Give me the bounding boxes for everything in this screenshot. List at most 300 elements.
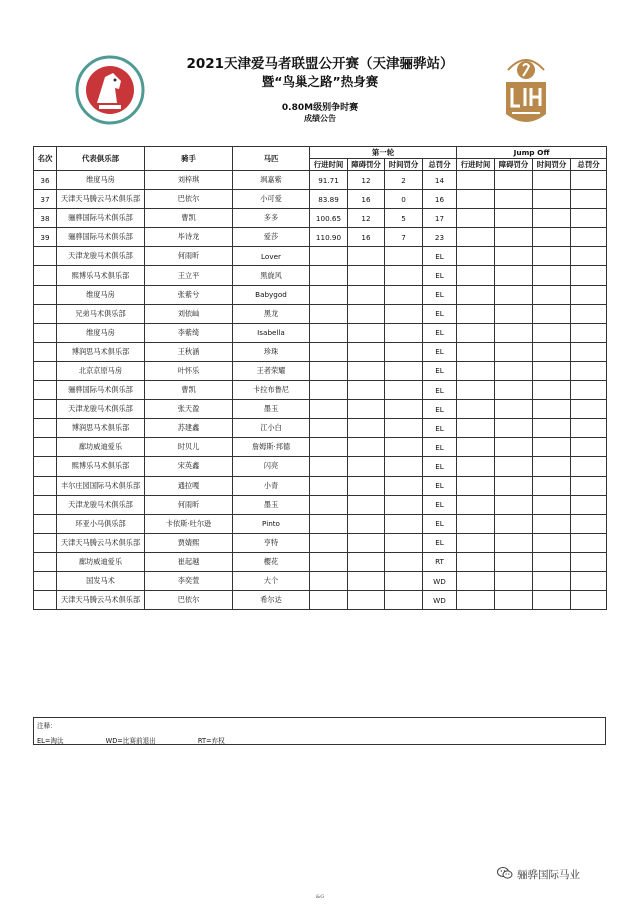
cell-time-penalty: [385, 285, 423, 304]
cell-time: [310, 285, 348, 304]
header-round1: 第一轮: [310, 147, 457, 159]
cell-horse: 闪亮: [233, 457, 310, 476]
cell-jumpoff-empty: [495, 457, 533, 476]
event-name: 0.80M级别争时赛: [281, 103, 359, 113]
cell-jumpoff-empty: [533, 171, 571, 190]
cell-time: [310, 400, 348, 419]
cell-rider: 刘梓琪: [145, 171, 233, 190]
notes-label: 注释：: [37, 722, 57, 730]
cell-club: 天津天马腾云马术俱乐部: [57, 533, 145, 552]
cell-obstacle: [348, 323, 385, 342]
cell-club: 天津龙骏马术俱乐部: [57, 495, 145, 514]
cell-jumpoff-empty: [457, 228, 495, 247]
page-subtitle: 暨“鸟巢之路”热身赛: [261, 74, 379, 89]
cell-time: [310, 514, 348, 533]
cell-total: WD: [423, 591, 457, 610]
cell-total: EL: [423, 400, 457, 419]
results-table: [33, 146, 607, 610]
cell-rider: 叶怀乐: [145, 361, 233, 380]
cell-horse: 墨玉: [233, 495, 310, 514]
cell-jumpoff-empty: [571, 476, 607, 495]
cell-jumpoff-empty: [495, 285, 533, 304]
cell-jumpoff-empty: [457, 533, 495, 552]
table-row: [34, 247, 607, 266]
legend-el: EL=淘汰: [37, 737, 64, 745]
cell-rider: 宋英鑫: [145, 457, 233, 476]
cell-time-penalty: [385, 381, 423, 400]
cell-jumpoff-empty: [533, 285, 571, 304]
cell-rider: 巴依尔: [145, 591, 233, 610]
cell-jumpoff-empty: [457, 495, 495, 514]
cell-club: 骊骅国际马术俱乐部: [57, 381, 145, 400]
cell-time: [310, 266, 348, 285]
cell-jumpoff-empty: [571, 438, 607, 457]
cell-jumpoff-empty: [495, 591, 533, 610]
cell-obstacle: [348, 342, 385, 361]
cell-horse: 多多: [233, 209, 310, 228]
header-jo-time: 行进时间: [457, 159, 495, 171]
header-rider: 骑手: [145, 147, 233, 171]
legend-wd: WD=比赛前退出: [105, 737, 156, 745]
cell-jumpoff-empty: [533, 361, 571, 380]
cell-jumpoff-empty: [495, 342, 533, 361]
cell-rank: [34, 571, 57, 590]
table-row: [34, 361, 607, 380]
cell-rider: 毕诗龙: [145, 228, 233, 247]
cell-rider: 贾婧熙: [145, 533, 233, 552]
cell-jumpoff-empty: [533, 209, 571, 228]
cell-jumpoff-empty: [571, 419, 607, 438]
cell-jumpoff-empty: [571, 266, 607, 285]
table-row: [34, 457, 607, 476]
cell-horse: 希尔达: [233, 591, 310, 610]
cell-total: EL: [423, 342, 457, 361]
cell-jumpoff-empty: [457, 514, 495, 533]
table-row: [34, 285, 607, 304]
cell-obstacle: 16: [348, 190, 385, 209]
cell-time-penalty: [385, 438, 423, 457]
cell-club: 维度马房: [57, 285, 145, 304]
cell-rank: 39: [34, 228, 57, 247]
cell-jumpoff-empty: [457, 247, 495, 266]
header-club: 代表俱乐部: [57, 147, 145, 171]
cell-horse: 大个: [233, 571, 310, 590]
cell-jumpoff-empty: [457, 323, 495, 342]
cell-jumpoff-empty: [495, 381, 533, 400]
cell-jumpoff-empty: [457, 266, 495, 285]
header-jo-time-penalty: 时间罚分: [533, 159, 571, 171]
cell-jumpoff-empty: [571, 400, 607, 419]
notes-box: [33, 717, 606, 745]
cell-obstacle: [348, 247, 385, 266]
cell-rank: 38: [34, 209, 57, 228]
cell-obstacle: [348, 571, 385, 590]
cell-total: WD: [423, 571, 457, 590]
cell-jumpoff-empty: [495, 171, 533, 190]
table-row: [34, 495, 607, 514]
cell-rank: [34, 514, 57, 533]
table-row: [34, 476, 607, 495]
cell-time: 100.65: [310, 209, 348, 228]
cell-rank: [34, 476, 57, 495]
cell-horse: 王者荣耀: [233, 361, 310, 380]
cell-horse: 亨特: [233, 533, 310, 552]
cell-rider: 苏建鑫: [145, 419, 233, 438]
cell-horse: 小青: [233, 476, 310, 495]
cell-total: EL: [423, 438, 457, 457]
cell-horse: 小可爱: [233, 190, 310, 209]
cell-horse: Pinto: [233, 514, 310, 533]
cell-jumpoff-empty: [495, 228, 533, 247]
announcement-label: 成绩公告: [304, 114, 336, 123]
cell-total: EL: [423, 419, 457, 438]
cell-jumpoff-empty: [457, 400, 495, 419]
table-row: [34, 419, 607, 438]
cell-club: 天津龙骏马术俱乐部: [57, 247, 145, 266]
cell-jumpoff-empty: [571, 228, 607, 247]
cell-obstacle: [348, 438, 385, 457]
cell-jumpoff-empty: [571, 209, 607, 228]
cell-time: 110.90: [310, 228, 348, 247]
cell-jumpoff-empty: [495, 247, 533, 266]
cell-jumpoff-empty: [533, 457, 571, 476]
wechat-icon: [497, 866, 513, 883]
cell-total: 14: [423, 171, 457, 190]
cell-time-penalty: [385, 457, 423, 476]
table-row: [34, 266, 607, 285]
cell-time-penalty: 2: [385, 171, 423, 190]
cell-rank: [34, 533, 57, 552]
cell-time: [310, 476, 348, 495]
notes-legend: [37, 735, 265, 745]
cell-jumpoff-empty: [457, 342, 495, 361]
cell-time-penalty: 0: [385, 190, 423, 209]
cell-rider: 曹凯: [145, 209, 233, 228]
cell-club: 博润思马术俱乐部: [57, 419, 145, 438]
cell-jumpoff-empty: [495, 190, 533, 209]
cell-jumpoff-empty: [533, 438, 571, 457]
cell-jumpoff-empty: [457, 438, 495, 457]
cell-rider: 何雨昕: [145, 247, 233, 266]
cell-time-penalty: [385, 495, 423, 514]
cell-horse: 江小白: [233, 419, 310, 438]
cell-jumpoff-empty: [495, 438, 533, 457]
cell-jumpoff-empty: [571, 342, 607, 361]
cell-rank: [34, 381, 57, 400]
cell-time-penalty: [385, 591, 423, 610]
cell-total: 16: [423, 190, 457, 209]
cell-club: 廊坊威迪爱乐: [57, 552, 145, 571]
page-footer: &G: [315, 894, 325, 900]
header-jumpoff: Jump Off: [457, 147, 607, 159]
cell-club: 天津天马腾云马术俱乐部: [57, 591, 145, 610]
cell-rank: 37: [34, 190, 57, 209]
cell-rider: 通拉嘎: [145, 476, 233, 495]
cell-club: 维度马房: [57, 171, 145, 190]
header-r1-total: 总罚分: [423, 159, 457, 171]
cell-jumpoff-empty: [571, 533, 607, 552]
cell-time: [310, 342, 348, 361]
cell-total: EL: [423, 457, 457, 476]
cell-obstacle: [348, 361, 385, 380]
cell-rank: [34, 591, 57, 610]
header-jo-total: 总罚分: [571, 159, 607, 171]
cell-obstacle: [348, 476, 385, 495]
cell-jumpoff-empty: [457, 171, 495, 190]
cell-time-penalty: [385, 533, 423, 552]
cell-jumpoff-empty: [457, 571, 495, 590]
cell-time: 91.71: [310, 171, 348, 190]
cell-horse: 黑旋风: [233, 266, 310, 285]
cell-obstacle: [348, 266, 385, 285]
cell-rank: [34, 552, 57, 571]
cell-horse: Lover: [233, 247, 310, 266]
cell-time-penalty: 7: [385, 228, 423, 247]
page-title: 2021天津爱马者联盟公开赛（天津骊骅站）: [186, 56, 454, 72]
table-row: [34, 438, 607, 457]
cell-rider: 李紫绮: [145, 323, 233, 342]
cell-jumpoff-empty: [495, 533, 533, 552]
header-r1-time-penalty: 时间罚分: [385, 159, 423, 171]
cell-jumpoff-empty: [571, 571, 607, 590]
cell-rank: [34, 400, 57, 419]
cell-jumpoff-empty: [571, 323, 607, 342]
cell-obstacle: [348, 285, 385, 304]
cell-obstacle: [348, 533, 385, 552]
cell-rider: 刘依屾: [145, 304, 233, 323]
cell-time: [310, 571, 348, 590]
table-row: [34, 533, 607, 552]
cell-club: 博润思马术俱乐部: [57, 342, 145, 361]
header-r1-time: 行进时间: [310, 159, 348, 171]
cell-total: EL: [423, 476, 457, 495]
cell-rider: 李奕萱: [145, 571, 233, 590]
cell-jumpoff-empty: [495, 323, 533, 342]
cell-club: 环亚小马俱乐部: [57, 514, 145, 533]
cell-jumpoff-empty: [533, 342, 571, 361]
cell-jumpoff-empty: [571, 247, 607, 266]
cell-time: 83.89: [310, 190, 348, 209]
cell-time: [310, 361, 348, 380]
cell-rank: [34, 285, 57, 304]
cell-jumpoff-empty: [571, 495, 607, 514]
cell-jumpoff-empty: [533, 304, 571, 323]
cell-jumpoff-empty: [457, 476, 495, 495]
cell-total: 23: [423, 228, 457, 247]
cell-jumpoff-empty: [533, 266, 571, 285]
cell-time: [310, 552, 348, 571]
cell-obstacle: [348, 495, 385, 514]
cell-club: 北京京原马房: [57, 361, 145, 380]
cell-jumpoff-empty: [571, 514, 607, 533]
cell-horse: Babygod: [233, 285, 310, 304]
cell-club: 天津天马腾云马术俱乐部: [57, 190, 145, 209]
cell-jumpoff-empty: [495, 419, 533, 438]
cell-club: 骊骅国际马术俱乐部: [57, 209, 145, 228]
cell-time-penalty: [385, 304, 423, 323]
cell-jumpoff-empty: [571, 361, 607, 380]
cell-time-penalty: [385, 247, 423, 266]
header-r1-obstacle: 障碍罚分: [348, 159, 385, 171]
cell-rider: 崔起越: [145, 552, 233, 571]
watermark-text: 骊骅国际马业: [517, 869, 580, 881]
cell-obstacle: 12: [348, 209, 385, 228]
cell-rank: [34, 457, 57, 476]
cell-time-penalty: [385, 342, 423, 361]
cell-total: EL: [423, 266, 457, 285]
cell-rank: [34, 323, 57, 342]
cell-club: 丰尔庄园国际马术俱乐部: [57, 476, 145, 495]
cell-jumpoff-empty: [571, 591, 607, 610]
cell-jumpoff-empty: [533, 552, 571, 571]
cell-time-penalty: [385, 552, 423, 571]
cell-total: EL: [423, 247, 457, 266]
cell-time: [310, 419, 348, 438]
cell-obstacle: [348, 381, 385, 400]
cell-total: EL: [423, 514, 457, 533]
cell-jumpoff-empty: [533, 228, 571, 247]
cell-time-penalty: 5: [385, 209, 423, 228]
cell-jumpoff-empty: [457, 285, 495, 304]
cell-rider: 曹凯: [145, 381, 233, 400]
cell-horse: 爱莎: [233, 228, 310, 247]
table-row: [34, 571, 607, 590]
cell-time: [310, 591, 348, 610]
cell-time-penalty: [385, 323, 423, 342]
cell-jumpoff-empty: [457, 209, 495, 228]
table-row: [34, 552, 607, 571]
cell-total: EL: [423, 533, 457, 552]
cell-club: 熙博乐马术俱乐部: [57, 457, 145, 476]
cell-jumpoff-empty: [533, 247, 571, 266]
cell-time-penalty: [385, 400, 423, 419]
cell-time: [310, 438, 348, 457]
cell-jumpoff-empty: [533, 400, 571, 419]
cell-jumpoff-empty: [457, 361, 495, 380]
table-row: [34, 228, 607, 247]
cell-jumpoff-empty: [457, 304, 495, 323]
cell-total: EL: [423, 323, 457, 342]
cell-time-penalty: [385, 571, 423, 590]
table-row: [34, 304, 607, 323]
cell-rank: [34, 438, 57, 457]
cell-total: EL: [423, 304, 457, 323]
cell-obstacle: [348, 552, 385, 571]
cell-horse: 飒嘉紫: [233, 171, 310, 190]
cell-jumpoff-empty: [571, 171, 607, 190]
cell-club: 骊骅国际马术俱乐部: [57, 228, 145, 247]
cell-rider: 巴依尔: [145, 190, 233, 209]
cell-jumpoff-empty: [533, 419, 571, 438]
cell-jumpoff-empty: [495, 361, 533, 380]
cell-jumpoff-empty: [495, 304, 533, 323]
cell-rank: [34, 361, 57, 380]
cell-club: 廊坊威迪爱乐: [57, 438, 145, 457]
cell-club: 维度马房: [57, 323, 145, 342]
cell-rider: 王秋涵: [145, 342, 233, 361]
cell-jumpoff-empty: [533, 495, 571, 514]
cell-jumpoff-empty: [495, 266, 533, 285]
cell-jumpoff-empty: [495, 495, 533, 514]
cell-jumpoff-empty: [533, 190, 571, 209]
cell-total: 17: [423, 209, 457, 228]
cell-rider: 卡依斯·吐尔逊: [145, 514, 233, 533]
cell-obstacle: [348, 591, 385, 610]
legend-rt: RT=弃权: [197, 737, 225, 745]
cell-jumpoff-empty: [533, 591, 571, 610]
cell-jumpoff-empty: [457, 419, 495, 438]
cell-time: [310, 533, 348, 552]
cell-jumpoff-empty: [495, 552, 533, 571]
cell-obstacle: [348, 514, 385, 533]
table-row: [34, 171, 607, 190]
cell-rider: 时贝儿: [145, 438, 233, 457]
cell-horse: 卡拉布鲁尼: [233, 381, 310, 400]
cell-total: RT: [423, 552, 457, 571]
cell-obstacle: [348, 304, 385, 323]
cell-time: [310, 457, 348, 476]
cell-obstacle: 12: [348, 171, 385, 190]
cell-time-penalty: [385, 419, 423, 438]
cell-rider: 何雨昕: [145, 495, 233, 514]
cell-jumpoff-empty: [571, 190, 607, 209]
cell-rank: [34, 304, 57, 323]
cell-jumpoff-empty: [457, 591, 495, 610]
cell-obstacle: 16: [348, 228, 385, 247]
cell-club: 兄弟马术俱乐部: [57, 304, 145, 323]
cell-time: [310, 495, 348, 514]
cell-jumpoff-empty: [495, 209, 533, 228]
cell-horse: 珍珠: [233, 342, 310, 361]
table-row: [34, 342, 607, 361]
cell-horse: 墨玉: [233, 400, 310, 419]
header-horse: 马匹: [233, 147, 310, 171]
cell-horse: 詹姆斯·邦德: [233, 438, 310, 457]
cell-rank: [34, 419, 57, 438]
cell-obstacle: [348, 457, 385, 476]
cell-time-penalty: [385, 266, 423, 285]
watermark: [497, 866, 580, 883]
cell-horse: 黑龙: [233, 304, 310, 323]
cell-jumpoff-empty: [571, 552, 607, 571]
cell-time: [310, 381, 348, 400]
cell-jumpoff-empty: [457, 552, 495, 571]
cell-rank: [34, 495, 57, 514]
cell-jumpoff-empty: [571, 285, 607, 304]
cell-jumpoff-empty: [571, 381, 607, 400]
table-row: [34, 323, 607, 342]
cell-rank: [34, 247, 57, 266]
cell-horse: Isabella: [233, 323, 310, 342]
table-row: [34, 400, 607, 419]
cell-club: 天津龙骏马术俱乐部: [57, 400, 145, 419]
cell-time: [310, 247, 348, 266]
cell-jumpoff-empty: [571, 304, 607, 323]
cell-jumpoff-empty: [457, 190, 495, 209]
cell-rider: 张紫兮: [145, 285, 233, 304]
cell-jumpoff-empty: [571, 457, 607, 476]
cell-jumpoff-empty: [533, 514, 571, 533]
cell-jumpoff-empty: [495, 571, 533, 590]
cell-jumpoff-empty: [457, 381, 495, 400]
cell-time: [310, 304, 348, 323]
cell-total: EL: [423, 285, 457, 304]
cell-total: EL: [423, 381, 457, 400]
table-row: [34, 190, 607, 209]
cell-time-penalty: [385, 514, 423, 533]
cell-time-penalty: [385, 476, 423, 495]
cell-horse: 樱花: [233, 552, 310, 571]
